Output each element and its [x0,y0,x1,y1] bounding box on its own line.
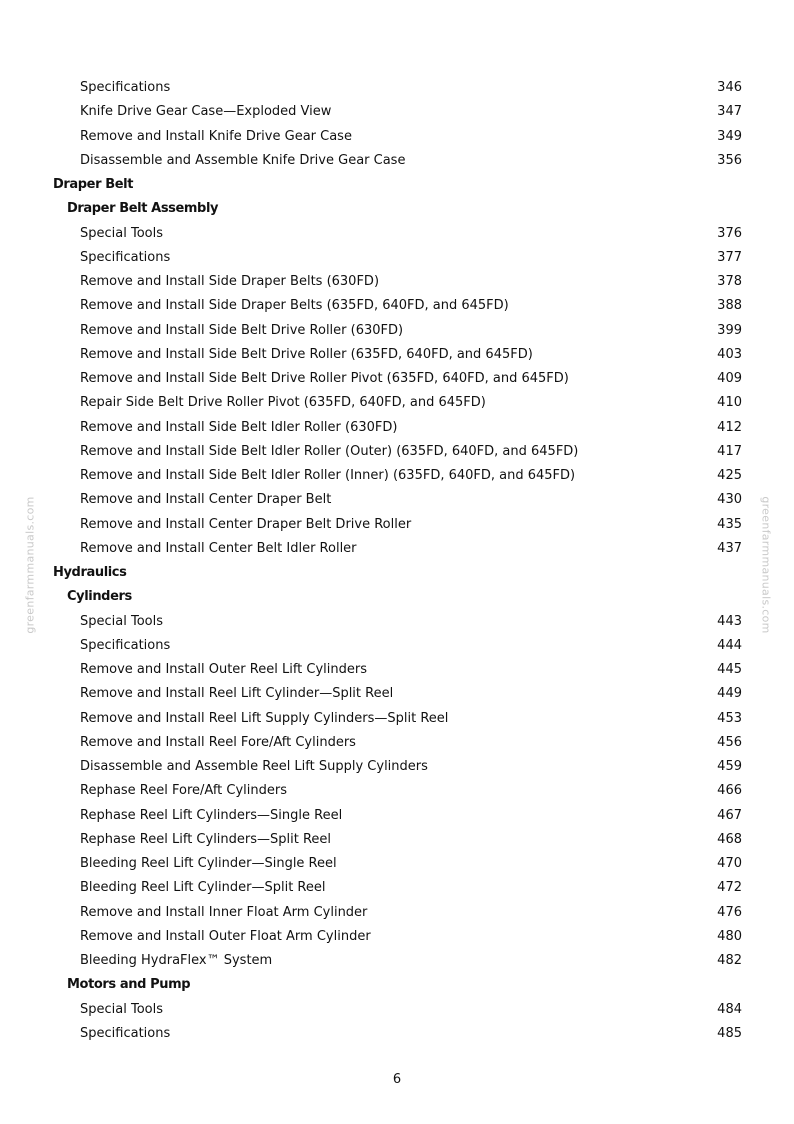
toc-entry-page: 476 [717,904,742,920]
toc-entry-title: Bleeding Reel Lift Cylinder—Split Reel [80,880,326,896]
toc-entry[interactable] [0,343,794,367]
toc-entry-title: Rephase Reel Lift Cylinders—Split Reel [80,831,332,847]
toc-entry-page: 445 [717,662,742,677]
toc-entry[interactable] [0,901,794,925]
toc-entry-title: Remove and Install Side Belt Idler Roller (Inner) (635FD, 640FD, and 645FD) [80,468,576,483]
toc-entry[interactable] [0,367,794,391]
toc-entry-page: 453 [717,710,742,726]
table-of-contents [0,76,794,1046]
toc-entry-title: Specifications [80,1025,171,1041]
toc-entry-page: 482 [717,953,742,968]
toc-entry[interactable] [0,513,794,537]
toc-entry[interactable] [0,998,794,1022]
toc-subsection-heading [0,585,794,609]
toc-entry-title: Disassemble and Assemble Reel Lift Supply Cylinders [80,759,428,774]
toc-entry-page: 459 [717,759,742,774]
toc-entry-title: Remove and Install Center Belt Idler Roller [80,540,357,556]
toc-entry-title: Remove and Install Side Belt Drive Roller (630FD) [80,322,404,338]
toc-entry-page: 468 [717,831,742,847]
toc-entry-title: Draper Belt Assembly [67,201,219,217]
toc-entry-title: Bleeding HydraFlex™ System [80,953,273,968]
toc-entry[interactable] [0,707,794,731]
toc-entry-page: 347 [717,104,742,120]
toc-entry[interactable] [0,610,794,634]
toc-entry[interactable] [0,658,794,682]
toc-entry-page: 430 [717,492,742,508]
toc-entry-page: 437 [717,540,742,556]
toc-entry-title: Remove and Install Center Draper Belt Drive Roller [80,516,412,532]
toc-entry[interactable] [0,440,794,464]
toc-entry[interactable] [0,222,794,246]
toc-entry[interactable] [0,100,794,124]
toc-entry-page: 417 [717,443,742,459]
toc-entry-page: 470 [717,856,742,871]
toc-entry[interactable] [0,270,794,294]
toc-entry-title: Remove and Install Side Belt Idler Roller (630FD) [80,419,398,435]
toc-entry-page: 376 [717,225,742,241]
toc-entry-title: Specifications [80,637,171,653]
toc-entry-page: 449 [717,686,742,702]
toc-entry-page: 466 [717,783,742,799]
toc-entry[interactable] [0,537,794,561]
toc-entry-page: 456 [717,734,742,750]
toc-entry-page: 403 [717,346,742,362]
toc-entry-title: Remove and Install Outer Float Arm Cylinder [80,928,371,944]
toc-entry-title: Remove and Install Reel Lift Cylinder—Split Reel [80,686,394,702]
toc-entry-page: 425 [717,468,742,483]
toc-subsection-heading [0,197,794,221]
toc-entry-page: 356 [717,152,742,168]
toc-entry-page: 412 [717,419,742,435]
toc-entry-title: Rephase Reel Lift Cylinders—Single Reel [80,807,343,823]
toc-entry-title: Remove and Install Reel Fore/Aft Cylinders [80,734,356,750]
toc-entry-title: Draper Belt [53,177,134,192]
toc-entry[interactable] [0,634,794,658]
toc-section-heading [0,561,794,585]
toc-entry-title: Knife Drive Gear Case—Exploded View [80,104,332,120]
toc-entry-title: Remove and Install Reel Lift Supply Cylinders—Split Reel [80,710,449,726]
toc-entry-title: Special Tools [80,613,163,629]
toc-entry-page: 346 [717,80,742,95]
toc-entry-page: 409 [717,371,742,386]
toc-entry[interactable] [0,682,794,706]
toc-entry[interactable] [0,319,794,343]
toc-entry-title: Disassemble and Assemble Knife Drive Gear Case [80,152,406,168]
toc-entry[interactable] [0,925,794,949]
toc-entry-page: 444 [717,637,742,653]
toc-entry-title: Remove and Install Side Belt Drive Roller (635FD, 640FD, and 645FD) [80,346,533,362]
toc-entry-page: 435 [717,516,742,532]
toc-entry-title: Hydraulics [53,565,127,580]
toc-entry-title: Specifications [80,80,171,95]
toc-entry-title: Remove and Install Knife Drive Gear Case [80,128,352,144]
toc-entry-title: Rephase Reel Fore/Aft Cylinders [80,783,288,799]
toc-entry-page: 399 [717,322,742,338]
watermark-left: greenfarmmanuals.com [23,496,37,634]
toc-entry[interactable] [0,804,794,828]
toc-entry[interactable] [0,125,794,149]
toc-entry-title: Remove and Install Center Draper Belt [80,492,332,508]
toc-entry[interactable] [0,852,794,876]
page-number: 6 [392,1072,402,1087]
toc-entry[interactable] [0,779,794,803]
toc-entry-page: 467 [717,807,742,823]
toc-entry-page: 472 [717,880,742,896]
toc-entry[interactable] [0,755,794,779]
toc-entry-title: Repair Side Belt Drive Roller Pivot (635FD, 640FD, and 645FD) [80,395,486,411]
toc-entry-page: 443 [717,613,742,629]
toc-entry-title: Specifications [80,249,171,265]
toc-entry-title: Remove and Install Side Draper Belts (635FD, 640FD, and 645FD) [80,298,509,314]
toc-entry-page: 484 [717,1001,742,1017]
toc-entry-title: Special Tools [80,1001,163,1017]
toc-entry-title: Bleeding Reel Lift Cylinder—Single Reel [80,856,337,871]
toc-entry[interactable] [0,149,794,173]
toc-entry[interactable] [0,76,794,100]
toc-entry-page: 480 [717,928,742,944]
toc-section-heading [0,173,794,197]
toc-entry[interactable] [0,1022,794,1046]
toc-entry[interactable] [0,416,794,440]
toc-subsection-heading [0,973,794,997]
toc-entry[interactable] [0,391,794,415]
toc-entry-page: 485 [717,1025,742,1041]
toc-entry-title: Motors and Pump [67,977,191,993]
toc-entry[interactable] [0,294,794,318]
toc-entry-title: Cylinders [67,589,132,605]
toc-entry-title: Remove and Install Side Belt Drive Roller Pivot (635FD, 640FD, and 645FD) [80,371,569,386]
toc-entry-title: Remove and Install Side Belt Idler Roller (Outer) (635FD, 640FD, and 645FD) [80,443,579,459]
toc-entry[interactable] [0,464,794,488]
watermark-right: greenfarmmanuals.com [759,496,773,634]
toc-entry[interactable] [0,876,794,900]
toc-entry-title: Remove and Install Outer Reel Lift Cylinders [80,662,368,677]
toc-entry-title: Special Tools [80,225,163,241]
toc-entry-page: 349 [717,128,742,144]
toc-entry-title: Remove and Install Side Draper Belts (630FD) [80,274,380,289]
toc-entry-page: 410 [717,395,742,411]
toc-entry-page: 378 [717,274,742,289]
toc-entry-page: 388 [717,298,742,314]
toc-entry[interactable] [0,246,794,270]
toc-entry[interactable] [0,949,794,973]
toc-entry-title: Remove and Install Inner Float Arm Cylinder [80,904,368,920]
toc-entry[interactable] [0,731,794,755]
toc-entry[interactable] [0,488,794,512]
toc-entry-page: 377 [717,249,742,265]
toc-entry[interactable] [0,828,794,852]
